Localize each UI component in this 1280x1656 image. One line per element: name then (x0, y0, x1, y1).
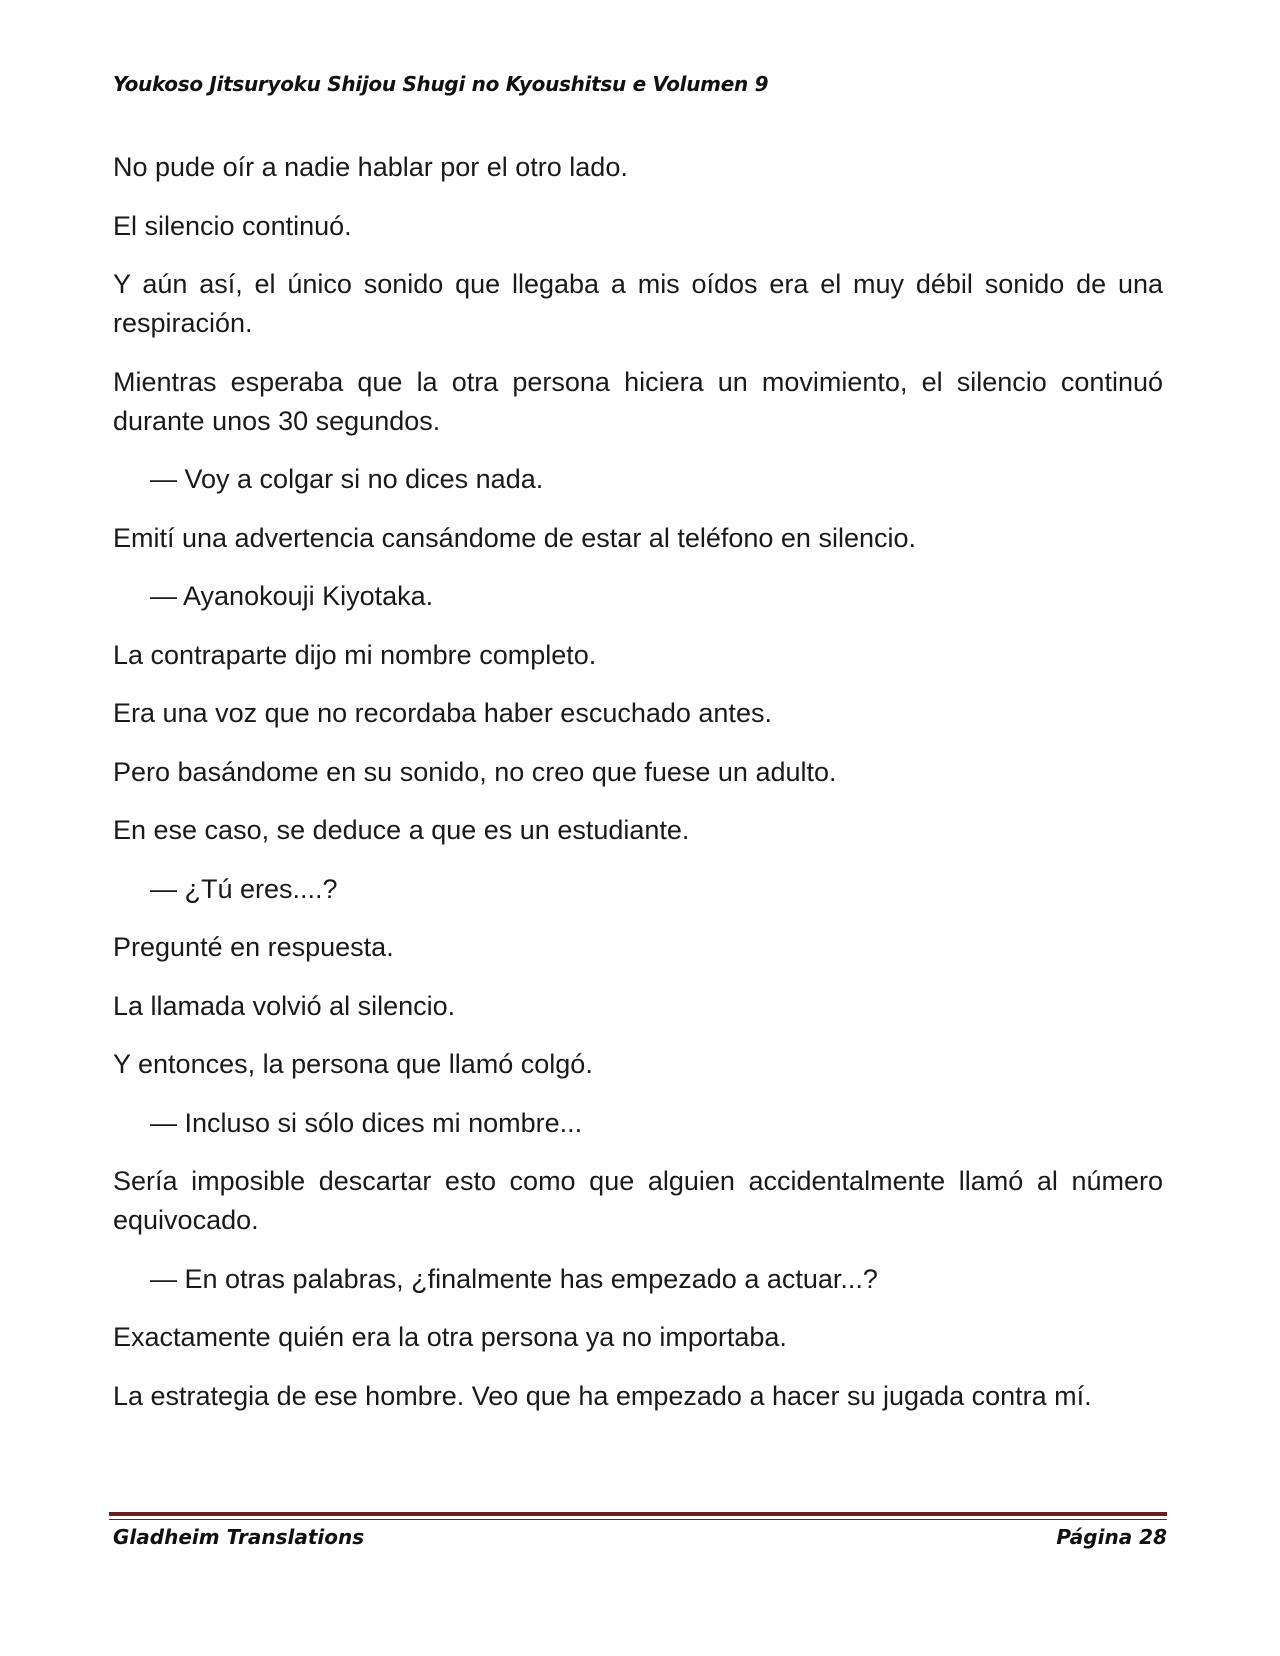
paragraph: Sería imposible descartar esto como que alguien accidentalmente llamó al número equivocado. (113, 1166, 1163, 1235)
dialog-line: — ¿Tú eres....? (150, 873, 338, 904)
paragraph: La estrategia de ese hombre. Veo que ha empezado a hacer su jugada contra mí. (113, 1380, 1092, 1411)
paragraph: El silencio continuó. (113, 210, 352, 241)
footer-publisher: Gladheim Translations (113, 1525, 365, 1549)
paragraph: Pero basándome en su sonido, no creo que fuese un adulto. (113, 756, 837, 787)
paragraph: La contraparte dijo mi nombre completo. (113, 639, 597, 670)
paragraph: No pude oír a nadie hablar por el otro lado. (113, 152, 628, 182)
paragraph: Era una voz que no recordaba haber escuchado antes. (113, 698, 772, 728)
paragraph: Y aún así, el único sonido que llegaba a mis oídos era el muy débil sonido de una respiración. (113, 269, 1163, 338)
footer-divider-thin (109, 1519, 1167, 1520)
paragraph: Pregunté en respuesta. (113, 932, 394, 962)
dialog-line: — En otras palabras, ¿finalmente has empezado a actuar...? (150, 1263, 878, 1294)
paragraph: La llamada volvió al silencio. (113, 990, 456, 1021)
paragraph: Mientras esperaba que la otra persona hiciera un movimiento, el silencio continuó durante unos 30 segundos. (113, 366, 1163, 436)
footer-divider (109, 1512, 1167, 1516)
running-header: Youkoso Jitsuryoku Shijou Shugi no Kyoushitsu e Volumen 9 (113, 72, 769, 96)
body-text (113, 148, 1163, 1435)
paragraph: Exactamente quién era la otra persona ya no importaba. (113, 1322, 787, 1352)
paragraph: Y entonces, la persona que llamó colgó. (113, 1049, 593, 1079)
dialog-line: — Voy a colgar si no dices nada. (150, 464, 544, 494)
page-number: Página 28 (1056, 1525, 1167, 1549)
paragraph: Emití una advertencia cansándome de estar al teléfono en silencio. (113, 522, 916, 553)
dialog-line: — Ayanokouji Kiyotaka. (150, 581, 434, 611)
dialog-line: — Incluso si sólo dices mi nombre... (150, 1107, 583, 1138)
paragraph: En ese caso, se deduce a que es un estudiante. (113, 815, 690, 845)
